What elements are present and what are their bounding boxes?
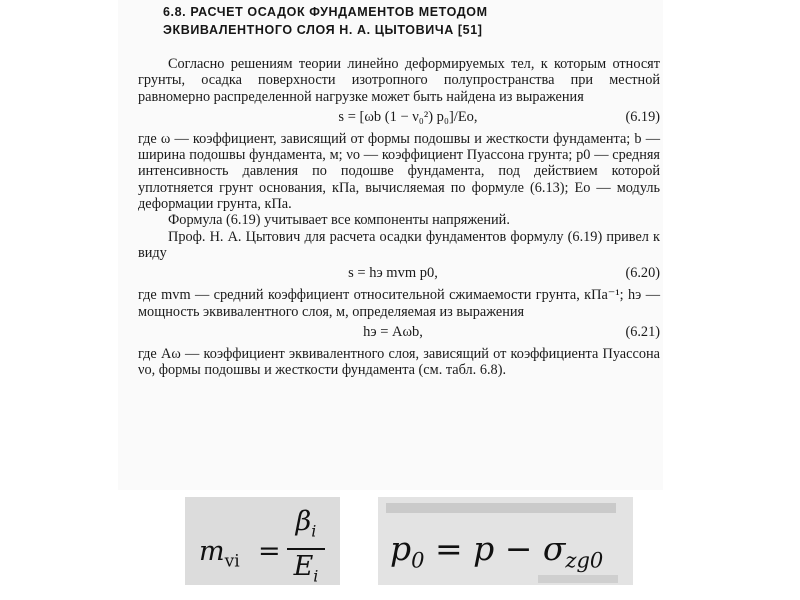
formula-6-21 (138, 322, 660, 344)
mvi-fraction (287, 505, 325, 594)
formula-6-19-number: (6.19) (625, 108, 660, 125)
paragraph-components: Формула (6.19) учитывает все компоненты напряжений. (168, 212, 510, 229)
faded-text-remnant (386, 503, 616, 513)
formula-6-21-number: (6.21) (625, 323, 660, 340)
formula-6-20-expression: s = hэ mvm p0, (348, 265, 438, 282)
p0-expression: $p_0 = p - \sigma_{zg0}$ (390, 529, 604, 573)
formula-image-mvi (185, 497, 340, 585)
heading-line-2: ЭКВИВАЛЕНТНОГО СЛОЯ Н. А. ЦЫТОВИЧА [51] (163, 23, 483, 37)
paragraph-tsytovich: Проф. Н. А. Цытович для расчета осадки фундаментов формулу (6.19) привел к виду (138, 228, 660, 261)
formula-image-p0 (378, 497, 633, 585)
paragraph-aomega-definition: где Aω — коэффициент эквивалентного слоя, зависящий от коэффициента Пуассона νо, формы подошвы и жесткости фундамента (см. табл. 6.8). (138, 345, 660, 379)
formula-6-20 (138, 263, 660, 285)
formula-6-21-expression: hэ = Aωb, (363, 323, 423, 340)
paragraph-mvm-definition: где mvm — средний коэффициент относительной сжимаемости грунта, кПа⁻¹; hэ — мощность эквивалентного слоя, м, определяемая из выражения (138, 287, 660, 320)
formula-6-19 (138, 107, 660, 129)
paragraph-definitions: где ω — коэффициент, зависящий от формы подошвы и жесткости фундамента; b — ширина подошвы фундамента, м; νо — коэффициент Пуассона грунта; p0 — средняя интенсивность давления по подошве фундамента, под действием которой уплотняется грунт основания, кПа, вычисляемая по формуле (6.13); Eо — модуль деформации грунта, кПа. (138, 130, 660, 213)
formula-6-19-expression: s = [ωb (1 − ν₀²) p₀]/Eо, (338, 108, 478, 125)
faded-text-remnant (538, 575, 618, 583)
paragraph-intro: Согласно решениям теории линейно деформируемых тел, к которым относят грунты, осадка поверхности изотропного полупространства при местной равномерно распределенной нагрузке может быть найдена из выражения (138, 56, 660, 105)
mvi-equals: = (258, 536, 281, 567)
fraction-denominator: $E_i$ (287, 548, 325, 593)
formula-6-20-number: (6.20) (625, 265, 660, 282)
mvi-lhs: $m_{vi}$ (199, 536, 240, 572)
section-heading (163, 3, 633, 39)
body-text (138, 56, 660, 378)
fraction-numerator: $\beta_i$ (295, 506, 317, 541)
heading-line-1: 6.8. РАСЧЕТ ОСАДОК ФУНДАМЕНТОВ МЕТОДОМ (163, 5, 488, 19)
